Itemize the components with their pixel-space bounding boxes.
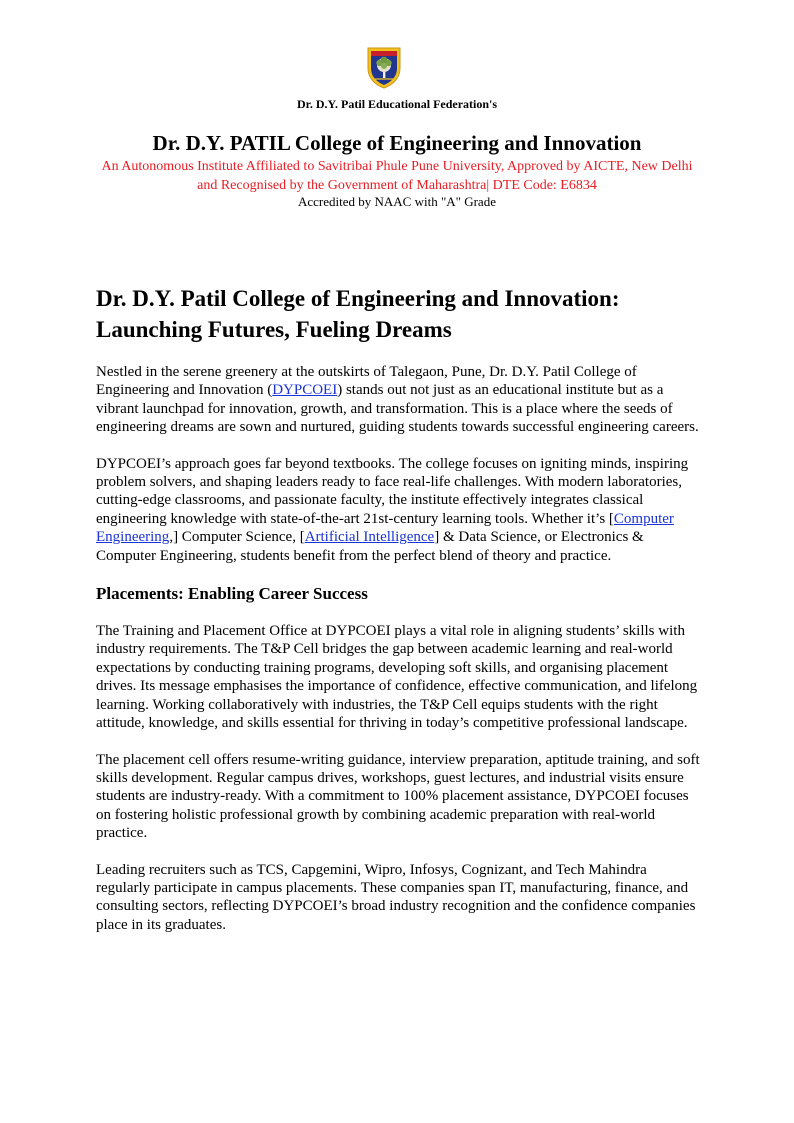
computer-engineering-link[interactable]: Computer Engineering bbox=[96, 510, 674, 546]
intro-text-before: Nestled in the serene greenery at the outskirts of Talegaon, Pune, Dr. D.Y. Patil College of Engineering and Innovation ( bbox=[96, 364, 637, 399]
college-name: Dr. D.Y. PATIL College of Engineering and Innovation bbox=[152, 131, 642, 155]
dypcoei-link[interactable]: DYPCOEI bbox=[272, 382, 338, 399]
placements-heading: Placements: Enabling Career Success bbox=[96, 584, 368, 604]
affiliation-text: An Autonomous Institute Affiliated to Savitribai Phule Pune University, Approved by AICTE, New Delhi and Recognised by the Government of Maharashtra| DTE Code: E6834 bbox=[101, 159, 693, 193]
placements-paragraph-1: The Training and Placement Office at DYPCOEI plays a vital role in aligning students’ skills with industry requirements. The T&P Cell bridges the gap between academic learning and real-world expectations by conducting training programs, developing soft skills, and organising placement drives. Its message emphasises the importance of confidence, effective communication, and lifelong learning. Working collaboratively with industries, the T&P Cell equips students with the right attitude, knowledge, and skills essential for thriving in today’s competitive professional landscape. bbox=[96, 623, 698, 732]
intro-paragraph bbox=[96, 363, 700, 437]
accreditation-text: Accredited by NAAC with "A" Grade bbox=[298, 194, 496, 209]
approach-text-3: ] & Data Science, or Electronics & Computer Engineering, students benefit from the perfect blend of theory and practice. bbox=[96, 529, 644, 564]
placements-paragraph-3: Leading recruiters such as TCS, Capgemini, Wipro, Infosys, Cognizant, and Tech Mahindra regularly participate in campus placements. These companies span IT, manufacturing, finance, and consulting sectors, reflecting DYPCOEI’s broad industry recognition and the confidence companies place in its graduates. bbox=[96, 861, 696, 933]
article-title: Dr. D.Y. Patil College of Engineering and Innovation: Launching Futures, Fueling Dreams bbox=[96, 286, 620, 342]
artificial-intelligence-link[interactable]: Artificial Intelligence bbox=[304, 529, 435, 546]
federation-name: Dr. D.Y. Patil Educational Federation's bbox=[296, 97, 498, 111]
placements-paragraph-2: The placement cell offers resume-writing guidance, interview preparation, aptitude training, and soft skills development. Regular campus drives, workshops, guest lectures, and industrial visits ensure students are industry-ready. With a commitment to 100% placement assistance, DYPCOEI focuses on fostering holistic professional growth by combining academic preparation with real-world practice. bbox=[96, 751, 700, 842]
approach-paragraph bbox=[96, 455, 700, 565]
approach-text-2: ,] Computer Science, [ bbox=[169, 529, 305, 546]
article-body bbox=[96, 283, 700, 952]
approach-text-1: DYPCOEI’s approach goes far beyond textbooks. The college focuses on igniting minds, inspiring problem solvers, and shaping leaders ready to face real-life challenges. With modern laboratories, cutting-edge classrooms, and passionate faculty, the institute effectively integrates classical engineering knowledge with state-of-the-art 21st-century learning tools. Whether it’s [ bbox=[96, 455, 689, 527]
college-crest-icon bbox=[360, 42, 408, 90]
intro-text-after: ) stands out not just as an educational institute but as a vibrant launchpad for innovation, growth, and transformation. This is a place where the seeds of engineering dreams are sown and nurtured, guiding students towards successful engineering careers. bbox=[96, 382, 699, 436]
